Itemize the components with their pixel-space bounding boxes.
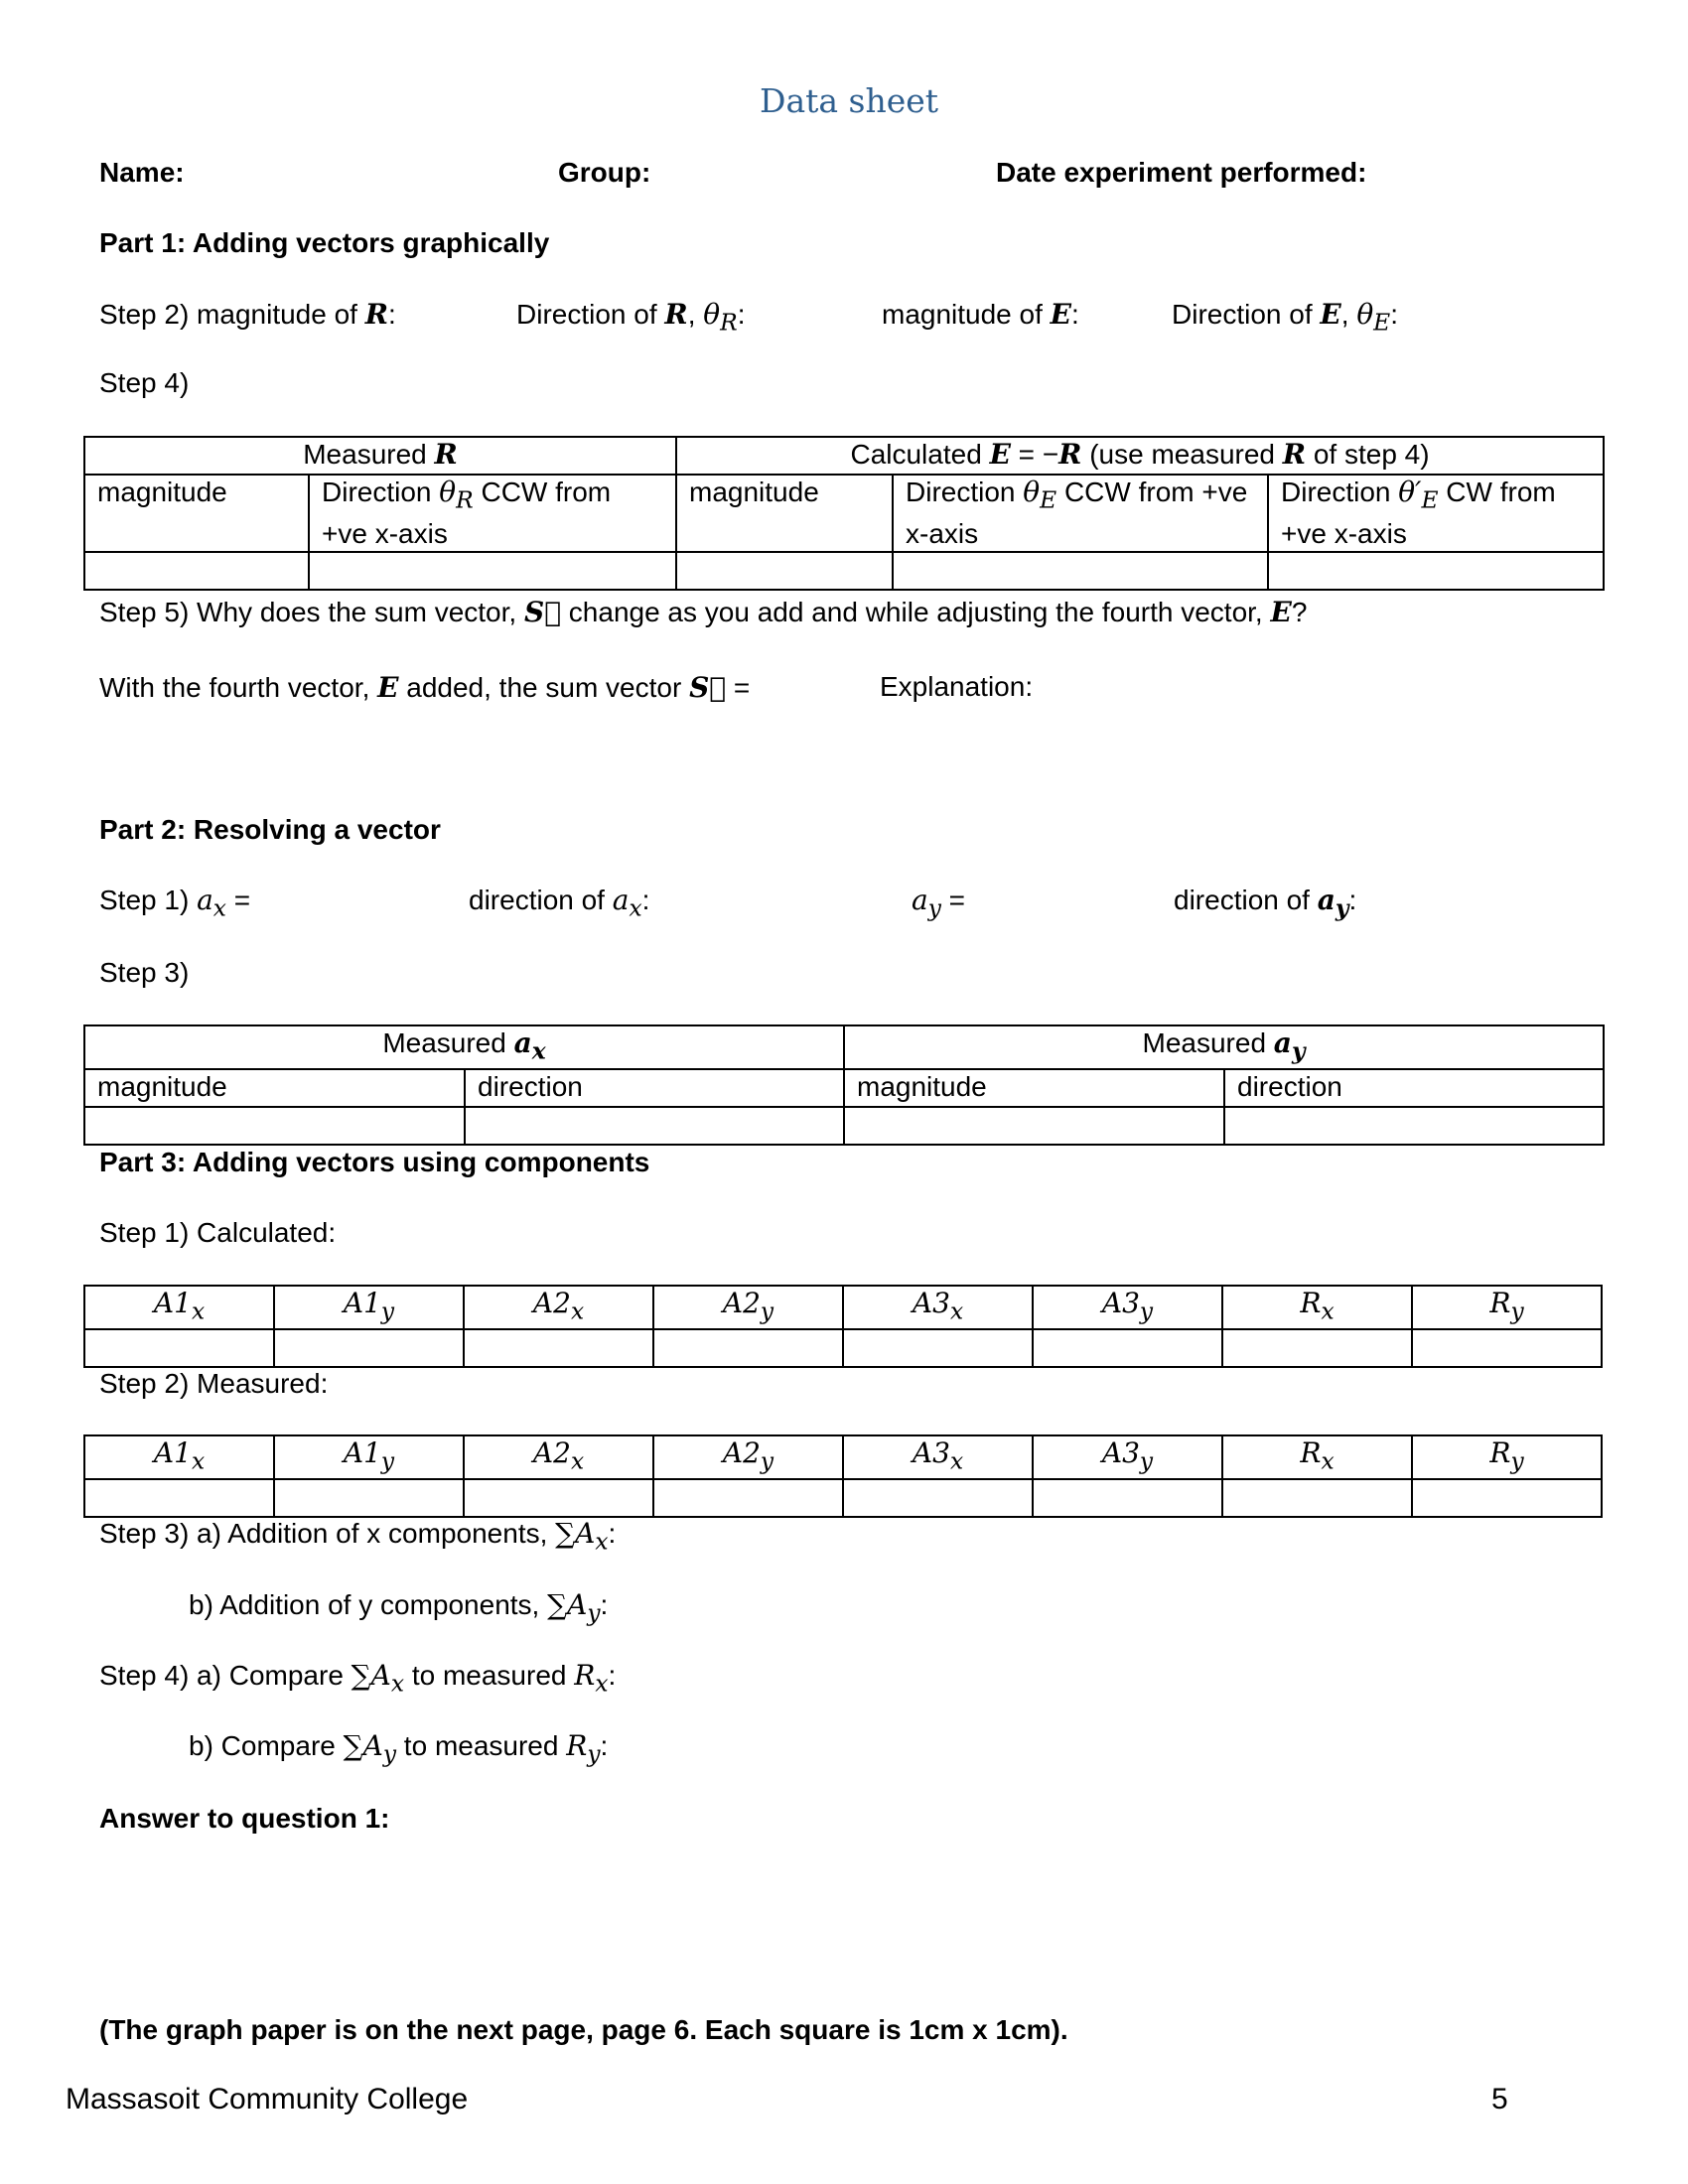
- entry-cell[interactable]: [1033, 1479, 1222, 1517]
- step2-magnitude-e: magnitude of E:: [882, 298, 1079, 331]
- page-number: 5: [1491, 2083, 1508, 2116]
- component-header: $A1_y$: [274, 1435, 464, 1479]
- component-header: $A2_x$: [464, 1286, 653, 1329]
- step3b-y-sum: b) Addition of y components, $\sum A_y$:: [189, 1588, 609, 1627]
- entry-cell[interactable]: [843, 1329, 1033, 1367]
- page-title: Data sheet: [760, 81, 939, 120]
- part2-heading: Part 2: Resolving a vector: [99, 814, 441, 845]
- entry-cell[interactable]: [676, 552, 893, 590]
- group-label: Group:: [558, 157, 651, 188]
- part1-table: [83, 436, 1605, 591]
- part2-ay: $a_y$ =: [912, 884, 966, 922]
- component-header: $A2_y$: [653, 1286, 843, 1329]
- part3-step1-label: Step 1) Calculated:: [99, 1217, 337, 1248]
- step4b-compare-y: b) Compare $\sum A_y$ to measured $R_y$:: [189, 1729, 609, 1768]
- calculated-components-table: [83, 1285, 1603, 1368]
- entry-cell[interactable]: [1033, 1329, 1222, 1367]
- part2-step1-ax: Step 1) $a_x$ =: [99, 884, 251, 922]
- part2-table: [83, 1024, 1605, 1146]
- step4a-compare-x: Step 4) a) Compare $\sum A_x$ to measured $R_x$:: [99, 1659, 617, 1698]
- part2-direction-ay: direction of $a_y$:: [1174, 884, 1357, 922]
- col-magnitude-ay: magnitude: [844, 1069, 1224, 1107]
- entry-cell[interactable]: [1412, 1479, 1602, 1517]
- entry-cell[interactable]: [84, 552, 309, 590]
- col-magnitude-ax: magnitude: [84, 1069, 465, 1107]
- component-header: $R_y$: [1412, 1435, 1602, 1479]
- part3-heading: Part 3: Adding vectors using components: [99, 1147, 650, 1177]
- component-header: $R_y$: [1412, 1286, 1602, 1329]
- col-magnitude-e: magnitude: [676, 475, 893, 552]
- component-header: $A3_y$: [1033, 1286, 1222, 1329]
- graph-paper-note: (The graph paper is on the next page, page 6. Each square is 1cm x 1cm).: [99, 2014, 1068, 2045]
- entry-cell[interactable]: [1268, 552, 1604, 590]
- part2-direction-ax: direction of $a_x$:: [469, 884, 650, 922]
- step5-explanation: Explanation:: [880, 671, 1034, 702]
- col-direction-r: Direction $\theta_R$ CCW from +ve x-axis: [309, 475, 676, 552]
- entry-cell[interactable]: [84, 1329, 274, 1367]
- step2-direction-e: Direction of E, $\theta_E$:: [1172, 298, 1398, 337]
- component-header: $A2_y$: [653, 1435, 843, 1479]
- entry-cell[interactable]: [844, 1107, 1224, 1145]
- part2-step3-label: Step 3): [99, 957, 190, 988]
- measured-ax-header: Measured $a_x$: [84, 1025, 844, 1069]
- step5-question: Step 5) Why does the sum vector, S⃗ change as you add and while adjusting the fourth vector, E?: [99, 596, 1308, 628]
- measured-components-table: [83, 1434, 1603, 1518]
- col-direction-ay: direction: [1224, 1069, 1604, 1107]
- component-header: $A3_y$: [1033, 1435, 1222, 1479]
- col-direction-ax: direction: [465, 1069, 844, 1107]
- component-header: $R_x$: [1222, 1286, 1412, 1329]
- date-label: Date experiment performed:: [996, 157, 1367, 188]
- entry-cell[interactable]: [465, 1107, 844, 1145]
- entry-cell[interactable]: [274, 1479, 464, 1517]
- component-header: $A1_y$: [274, 1286, 464, 1329]
- entry-cell[interactable]: [653, 1479, 843, 1517]
- component-header: $A3_x$: [843, 1286, 1033, 1329]
- col-direction-e-cw: Direction $\theta'_E$ CW from +ve x-axis: [1268, 475, 1604, 552]
- answer-question-1: Answer to question 1:: [99, 1803, 390, 1834]
- step2-magnitude-r: Step 2) magnitude of R:: [99, 298, 396, 331]
- entry-cell[interactable]: [84, 1107, 465, 1145]
- measured-r-header: Measured R: [84, 437, 676, 475]
- component-header: $A2_x$: [464, 1435, 653, 1479]
- name-label: Name:: [99, 157, 185, 188]
- part3-step2-label: Step 2) Measured:: [99, 1368, 329, 1399]
- calculated-e-header: Calculated E = −R (use measured R of step 4): [676, 437, 1604, 475]
- part1-step4-label: Step 4): [99, 367, 190, 398]
- entry-cell[interactable]: [653, 1329, 843, 1367]
- step5-sum-vector: With the fourth vector, E added, the sum vector S⃗ =: [99, 671, 751, 704]
- entry-cell[interactable]: [1224, 1107, 1604, 1145]
- entry-cell[interactable]: [274, 1329, 464, 1367]
- col-direction-e-ccw: Direction $\theta_E$ CCW from +ve x-axis: [893, 475, 1268, 552]
- step2-direction-r: Direction of R, $\theta_R$:: [516, 298, 746, 337]
- measured-ay-header: Measured $a_y$: [844, 1025, 1604, 1069]
- entry-cell[interactable]: [84, 1479, 274, 1517]
- entry-cell[interactable]: [464, 1479, 653, 1517]
- entry-cell[interactable]: [309, 552, 676, 590]
- entry-cell[interactable]: [1222, 1329, 1412, 1367]
- component-header: $A3_x$: [843, 1435, 1033, 1479]
- entry-cell[interactable]: [843, 1479, 1033, 1517]
- col-magnitude-r: magnitude: [84, 475, 309, 552]
- footer-college: Massasoit Community College: [66, 2083, 469, 2116]
- entry-cell[interactable]: [893, 552, 1268, 590]
- entry-cell[interactable]: [1222, 1479, 1412, 1517]
- component-header: $A1_x$: [84, 1435, 274, 1479]
- component-header: $R_x$: [1222, 1435, 1412, 1479]
- entry-cell[interactable]: [464, 1329, 653, 1367]
- component-header: $A1_x$: [84, 1286, 274, 1329]
- part1-heading: Part 1: Adding vectors graphically: [99, 227, 550, 258]
- entry-cell[interactable]: [1412, 1329, 1602, 1367]
- step3a-x-sum: Step 3) a) Addition of x components, $\sum A_x$:: [99, 1517, 617, 1556]
